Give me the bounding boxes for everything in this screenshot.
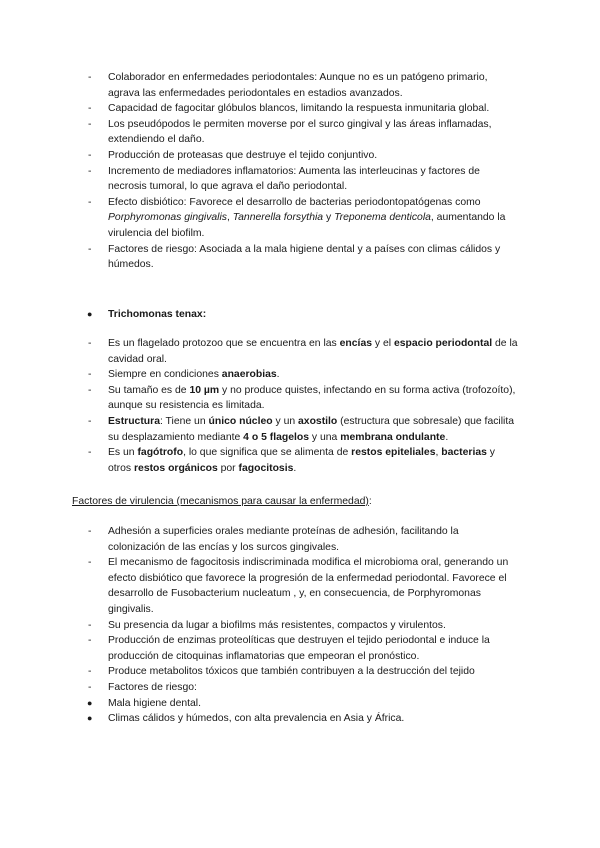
list-item [0, 164, 600, 195]
text-part: y el [372, 338, 394, 349]
section-heading [87, 307, 206, 323]
bold-term: axostilo [298, 415, 338, 427]
list-item [0, 711, 600, 727]
text-part: : Tiene un [159, 415, 209, 427]
text-part: , aumentando la virulencia del biofilm. [108, 212, 506, 239]
list-item [0, 336, 600, 367]
text-part: Siempre en condiciones [108, 369, 222, 381]
list-item [0, 618, 600, 634]
species-name: Treponema denticola [334, 212, 431, 224]
bullet-marker: ● [87, 713, 93, 724]
list-item-text: Colaborador en enfermedades periodontales: Aunque no es un patógeno primario, agrava las enfermedades periodontales en estadios avanzados. [108, 72, 488, 99]
list-item [0, 633, 600, 664]
bold-term: fagótrofo [137, 447, 184, 459]
list-item-text: Producción de enzimas proteolíticas que destruyen el tejido periodontal e induce la producción de citoquinas inflamatorias que empeoran el pronóstico. [108, 635, 490, 662]
text-part: y [323, 212, 335, 224]
virulence-heading-text: Factores de virulencia (mecanismos para causar la enfermedad) [72, 496, 369, 507]
list-item [0, 383, 600, 414]
list-item [0, 414, 600, 445]
list-item [0, 696, 600, 712]
list-item-text: Produce metabolitos tóxicos que también contribuyen a la destrucción del tejido [108, 666, 475, 678]
bold-term: 4 o 5 flagelos [243, 431, 310, 443]
dash-marker: - [88, 619, 92, 631]
section-title-text: Trichomonas tenax: [108, 309, 207, 320]
list-item-text: Capacidad de fagocitar glóbulos blancos, limitando la respuesta inmunitaria global. [108, 103, 490, 115]
dash-marker: - [88, 196, 92, 208]
dash-marker: - [88, 415, 92, 427]
list-item-text: Los pseudópodos le permiten moverse por el surco gingival y las áreas inflamadas, extendiendo el daño. [108, 118, 492, 146]
dash-marker: - [88, 149, 92, 161]
bold-term: fagocitosis [238, 462, 294, 474]
dash-marker: - [88, 338, 92, 349]
list-item [0, 148, 600, 164]
bold-term: bacterias [441, 447, 487, 459]
text-part: y una [309, 431, 341, 443]
dash-marker: - [88, 369, 92, 381]
dash-marker: - [88, 447, 92, 459]
dash-marker: - [88, 165, 92, 177]
dash-marker: - [88, 103, 92, 115]
bullet-marker: ● [87, 309, 93, 319]
list-item [0, 555, 600, 617]
bold-term: restos orgánicos [134, 462, 218, 474]
bold-term: Estructura [108, 415, 160, 427]
list-item [0, 117, 600, 148]
list-item [0, 680, 600, 696]
text-part: (estructura que sobresale) que facilita su desplazamiento mediante [108, 415, 515, 443]
text-part: por [217, 462, 239, 474]
text-part: . [276, 369, 280, 381]
species-name: Tannerella forsythia [232, 212, 324, 224]
list-item-text: Producción de proteasas que destruye el tejido conjuntivo. [108, 149, 378, 161]
list-item-text: Adhesión a superficies orales mediante proteínas de adhesión, facilitando la colonización de las encías y los surcos gingivales. [108, 526, 459, 553]
virulence-heading [72, 494, 372, 510]
dash-marker: - [88, 384, 92, 396]
virulence-bullet-list [0, 524, 600, 727]
list-item [0, 70, 600, 101]
list-item [0, 367, 600, 383]
list-item-text: Climas cálidos y húmedos, con alta prevalencia en Asia y África. [108, 713, 405, 725]
text-part: , [435, 447, 442, 459]
species-name: Porphyromonas gingivalis [108, 212, 227, 224]
bold-term: único núcleo [208, 415, 273, 427]
list-item [0, 195, 600, 242]
text-part: Es un flagelado protozoo que se encuentra en las [108, 338, 340, 349]
bold-term: membrana ondulante [340, 431, 446, 443]
list-item-text: El mecanismo de fagocitosis indiscriminada modifica el microbioma oral, generando un efecto disbiótico que favorece la progresión de la enfermedad periodontal. Favorece el desarrollo de Fusobacterium nucleatum , y, en consecuencia, de Porphyromonas gingivalis. [108, 557, 509, 615]
list-item-text: Factores de riesgo: Asociada a la mala higiene dental y a países con climas cálidos y húmedos. [108, 243, 501, 271]
text-part: Efecto disbiótico: Favorece el desarrollo de bacterias periodontopatógenas como [108, 196, 481, 208]
list-item [0, 524, 600, 555]
text-part: Es un [108, 447, 138, 459]
dash-marker: - [88, 666, 92, 678]
bullet-marker: ● [87, 697, 93, 708]
list-item [0, 242, 600, 273]
dash-marker: - [88, 72, 92, 83]
dash-marker: - [88, 118, 92, 130]
text-part: , [226, 212, 233, 224]
list-item-text: Incremento de mediadores inflamatorios: Aumenta las interleucinas y factores de necrosis tumoral, lo que agrava el daño periodontal. [108, 165, 480, 193]
dash-marker: - [88, 557, 92, 569]
text-part: y no produce quistes, infectando en su forma activa (trofozoíto), aunque su resistencia es limitada. [108, 384, 516, 412]
text-part: . [445, 431, 449, 443]
bold-term: anaerobias [221, 369, 277, 381]
dash-marker: - [88, 243, 92, 255]
bold-term: restos epiteliales [351, 447, 436, 459]
text-part: y otros [108, 447, 495, 474]
list-item [0, 445, 600, 476]
bold-term: encías [339, 338, 373, 349]
list-item [0, 101, 600, 117]
text-part: Su tamaño es de [108, 384, 190, 396]
top-bullet-list [0, 70, 600, 273]
list-item [0, 664, 600, 680]
list-item-text: Su presencia da lugar a biofilms más resistentes, compactos y virulentos. [108, 619, 446, 631]
bold-term: espacio periodontal [393, 338, 493, 349]
dash-marker: - [88, 526, 92, 537]
text-part: de la cavidad oral. [108, 338, 518, 365]
list-item-text: Factores de riesgo: [108, 681, 197, 693]
text-part: . [293, 462, 297, 474]
bold-term: 10 µm [189, 384, 220, 396]
dash-marker: - [88, 681, 92, 693]
text-part: , lo que significa que se alimenta de [183, 447, 352, 459]
tenax-bullet-list [0, 336, 600, 476]
list-item-text: Mala higiene dental. [108, 697, 202, 709]
heading-colon: : [368, 496, 372, 507]
text-part: y un [272, 415, 299, 427]
dash-marker: - [88, 635, 92, 647]
